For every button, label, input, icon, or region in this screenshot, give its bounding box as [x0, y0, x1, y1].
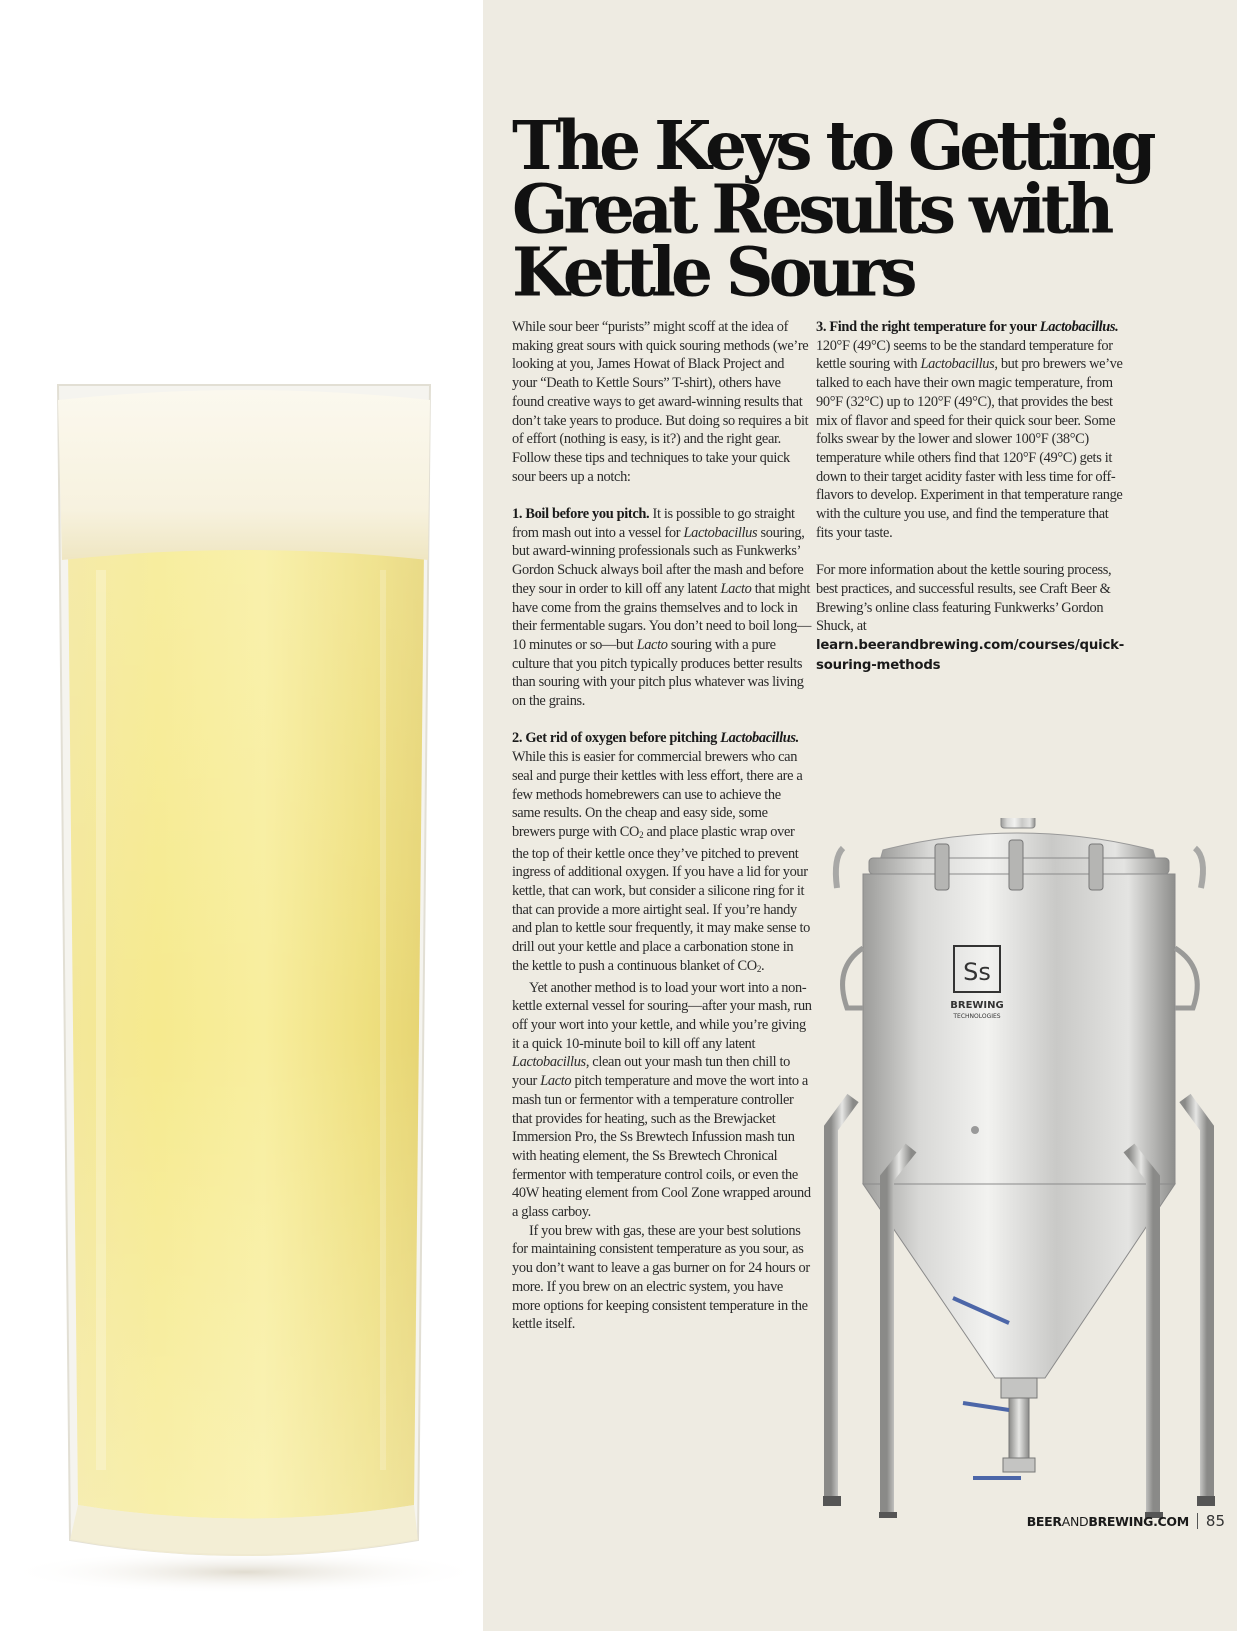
- headline-line-3: Kettle Sours: [512, 232, 913, 313]
- tip-1-text: that might have come from the grains themselves and to lock in their fermentable sugars. You don’t need to boil long—10 minutes or so—but: [512, 580, 811, 653]
- article-headline: [512, 105, 1232, 313]
- tip-2-paragraph: [512, 729, 812, 978]
- tip-2-paragraph-2: Yet another method is to load your wort into a non-kettle external vessel for souring—after your mash, run off your wort into your kettle, and while you’re giving it a quick 10-minute boil to kill off any latent Lactobacillus, clean out your mash tun then chill to your Lacto pitch temperature and move the wort into a mash tun or fermentor with a temperature controller that provides for heating, such as the Brewjacket Immersion Pro, the Ss Brewtech Infussion mash tun with heating element, the Ss Brewtech Chronical fermentor with temperature control coils, or even the 40W heating element from Cool Zone wrapped around a glass carboy.: [512, 979, 812, 1221]
- headline-line-2: Great Results with: [512, 169, 1110, 249]
- tip-2-paragraph-3: If you brew with gas, these are your best solutions for maintaining consistent temperature as you sour, as you don’t want to leave a gas burner on for 24 hours or more. If you brew on an electric system, you have more options for keeping consistent temperature in the kettle itself.: [512, 1222, 810, 1333]
- article-panel: [483, 0, 1237, 1631]
- tip-1-lead: 1. Boil before you pitch.: [512, 506, 650, 523]
- tip-3-paragraph: [816, 318, 1126, 542]
- footer-divider: [1197, 1513, 1198, 1529]
- article-column-left: [512, 318, 812, 1334]
- conical-fermenter-photo: [823, 818, 1217, 1518]
- tip-1-italic: Lactobacillus: [683, 524, 758, 541]
- tip-2-text: While this is easier for commercial brewers who can seal and purge their kettles with less effort, there are a few methods homebrewers can use to achieve the same results. On the cheap and easy side, some brewers purge with CO: [512, 749, 803, 840]
- headline-line-1: The Keys to Getting: [512, 105, 1152, 186]
- site-name: BEERANDBREWING.COM: [1026, 1513, 1189, 1529]
- fermenter-logo-line1: BREWING: [950, 1000, 1004, 1011]
- subscript: 2: [756, 963, 761, 974]
- more-info-paragraph: For more information about the kettle souring process, best practices, and successful results, see Craft Beer & Brewing’s online class featuring Funkwerks’ Gordon Shuck, at learn.beerandbrewing.com/courses/quick-souring-methods: [816, 562, 1125, 673]
- tip-1-text: It is possible to go straight from mash out into a vessel for: [512, 506, 795, 541]
- beer-glass-illustration: [0, 0, 483, 1631]
- subscript: 2: [639, 829, 644, 840]
- tip-1-italic: Lacto: [636, 636, 668, 653]
- tip-2-text: and place plastic wrap over the top of their kettle once they’ve pitched to prevent ingress of additional oxygen. If you have a lid for your kettle, that can work, but consider a silicone ring for it that can provide a more airtight seal. If you’re handy and plan to kettle sour frequently, it may make sense to drill out your kettle and place a carbonation stone in the kettle to push a continuous blanket of CO: [512, 823, 810, 974]
- article-column-right: [816, 318, 1126, 694]
- tip-3-lead: 3. Find the right temperature for your Lactobacillus.: [816, 319, 1119, 335]
- tip-2-lead: 2. Get rid of oxygen before pitching Lactobacillus.: [512, 730, 799, 747]
- tip-3-text: 120°F (49°C) seems to be the standard temperature for kettle souring with: [816, 337, 1113, 373]
- intro-paragraph: While sour beer “purists” might scoff at the idea of making great sours with quick souring methods (we’re looking at you, James Howat of Black Project and your “Death to Kettle Sours” T-shirt), others have found creative ways to get award-winning results that don’t take years to produce. But doing so requires a bit of effort (nothing is easy, is it?) and the right gear. Follow these tips and techniques to take your quick sour beers up a notch:: [512, 319, 809, 485]
- tip-3-text: , but pro brewers we’ve talked to each have their own magic temperature, from 90°F (32°C) up to 120°F (49°C), that provides the best mix of flavor and speed for their quick sour beer. Some folks swear by the lower and slower 100°F (38°C) temperature while others find that 120°F (49°C) gets it down to their target acidity faster with less time for off-flavors to develop. Experiment in that temperature range with the culture you use, and find the temperature that fits your taste.: [816, 356, 1123, 541]
- beer-glass-photo: [0, 0, 483, 1631]
- tip-2-text: .: [761, 957, 765, 974]
- tip-1-text: souring with a pure culture that you pitch typically produces better results than souring with your pitch plus whatever was living on the grains.: [512, 636, 804, 710]
- tip-1-italic: Lacto: [720, 580, 752, 597]
- fermenter-logo-line2: TECHNOLOGIES: [953, 1013, 1001, 1020]
- course-link[interactable]: learn.beerandbrewing.com/courses/quick-souring-methods: [816, 637, 1125, 673]
- tip-1-text: souring, but award-winning professionals such as Funkwerks’ Gordon Schuck always boil after the mash and before they sour in order to kill off any latent: [512, 524, 805, 597]
- page-footer: [943, 1508, 1225, 1534]
- tip-3-italic: Lactobacillus: [920, 356, 995, 373]
- page-number: 85: [1205, 1512, 1225, 1530]
- fermenter-logo-mark: Ss: [963, 958, 991, 986]
- tip-1-paragraph: [512, 505, 812, 711]
